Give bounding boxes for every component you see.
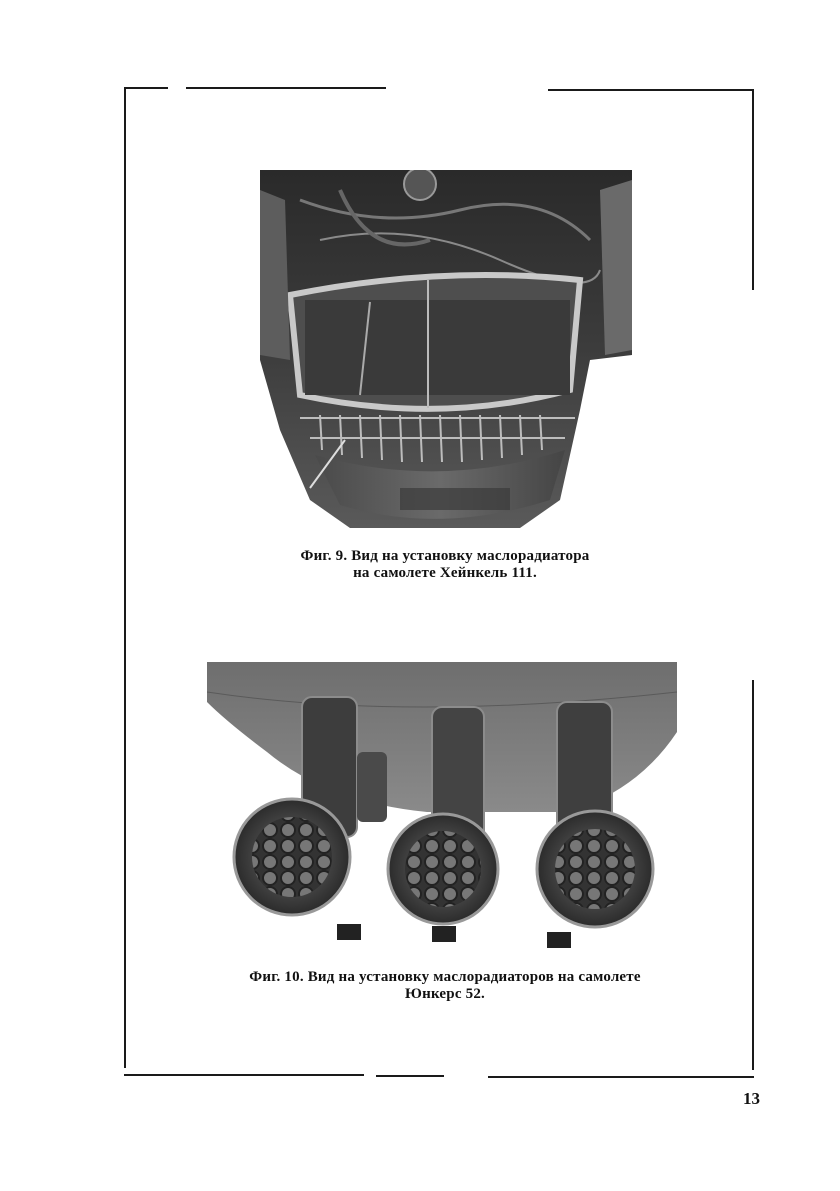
figure-9-caption-line-1: Фиг. 9. Вид на установку маслорадиатора bbox=[300, 548, 590, 564]
figure-9-photo bbox=[260, 170, 632, 528]
figure-9-caption bbox=[200, 548, 690, 582]
figure-9-caption-line-2: на самолете Хейнкель 111. bbox=[353, 565, 537, 581]
figure-10-caption-line-1: Фиг. 10. Вид на установку маслорадиаторов на самолете bbox=[249, 969, 641, 985]
figure-10-caption-line-2: Юнкерс 52. bbox=[405, 986, 485, 1002]
page-number: 13 bbox=[743, 1089, 760, 1108]
figure-10-photo bbox=[207, 662, 677, 950]
figure-10-caption bbox=[180, 969, 710, 1003]
